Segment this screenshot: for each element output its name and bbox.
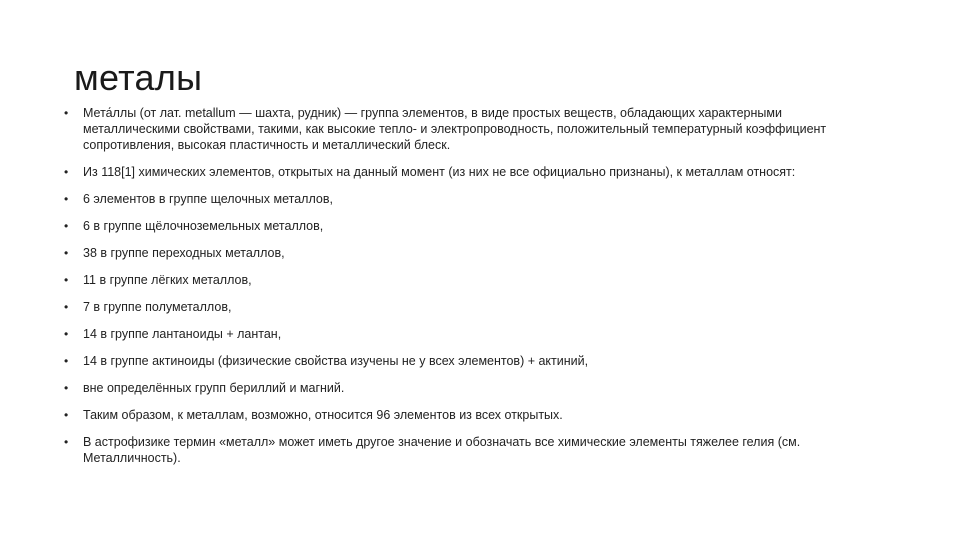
bullet-text: 11 в группе лёгких металлов, (83, 273, 252, 287)
bullet-item-11 (64, 407, 864, 423)
bullet-icon: • (64, 435, 69, 449)
bullet-text: Мета́ллы (от лат. metallum — шахта, рудник) — группа элементов, в виде простых веществ, обладающих характерными металлическими свойствами, такими, как высокие тепло- и электропроводность, положительный температурный коэффициент сопротивления, высокая пластичность и металлический блеск. (83, 106, 827, 152)
bullet-text: 38 в группе переходных металлов, (83, 246, 285, 260)
bullet-text: 6 элементов в группе щелочных металлов, (83, 192, 333, 206)
bullet-text: вне определённых групп бериллий и магний. (83, 381, 345, 395)
bullet-item-3 (64, 191, 864, 207)
bullet-icon: • (64, 408, 69, 422)
bullet-icon: • (64, 106, 69, 120)
bullet-icon: • (64, 246, 69, 260)
bullet-item-9 (64, 353, 864, 369)
bullet-text: Из 118[1] химических элементов, открытых на данный момент (из них не все официально признаны), к металлам относят: (83, 165, 796, 179)
bullet-item-12 (64, 434, 864, 466)
bullet-icon: • (64, 327, 69, 341)
bullet-item-1 (64, 105, 864, 153)
bullet-text: 6 в группе щёлочноземельных металлов, (83, 219, 324, 233)
bullet-text: Таким образом, к металлам, возможно, относится 96 элементов из всех открытых. (83, 408, 563, 422)
bullet-list (64, 105, 864, 477)
slide-title: металы (74, 57, 203, 98)
bullet-text: 7 в группе полуметаллов, (83, 300, 232, 314)
bullet-icon: • (64, 354, 69, 368)
bullet-icon: • (64, 300, 69, 314)
bullet-text: В астрофизике термин «металл» может иметь другое значение и обозначать все химические элементы тяжелее гелия (см. Металличность). (83, 435, 801, 465)
bullet-icon: • (64, 273, 69, 287)
bullet-item-2 (64, 164, 864, 180)
bullet-text: 14 в группе актиноиды (физические свойства изучены не у всех элементов) + актиний, (83, 354, 589, 368)
bullet-icon: • (64, 165, 69, 179)
bullet-item-6 (64, 272, 864, 288)
bullet-item-7 (64, 299, 864, 315)
bullet-icon: • (64, 381, 69, 395)
bullet-item-8 (64, 326, 864, 342)
bullet-icon: • (64, 192, 69, 206)
bullet-icon: • (64, 219, 69, 233)
bullet-item-10 (64, 380, 864, 396)
bullet-text: 14 в группе лантаноиды + лантан, (83, 327, 282, 341)
bullet-item-4 (64, 218, 864, 234)
bullet-item-5 (64, 245, 864, 261)
